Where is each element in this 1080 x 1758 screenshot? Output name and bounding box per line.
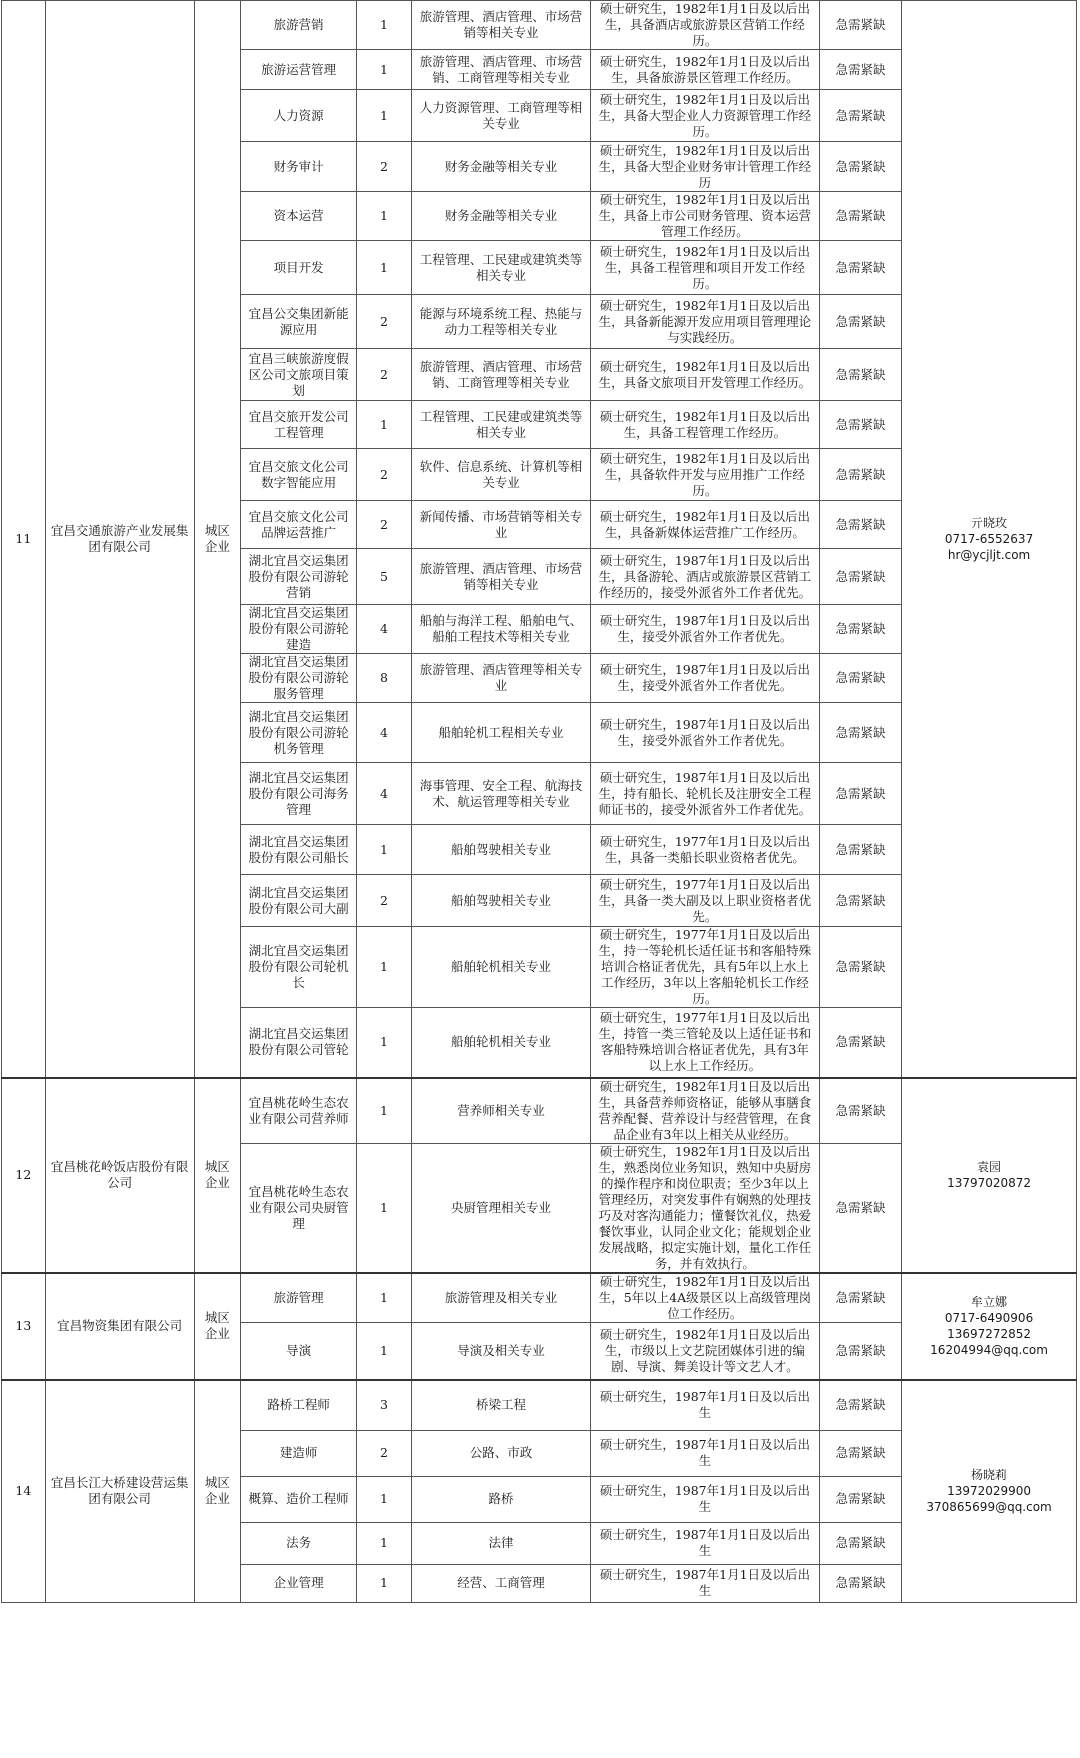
other-requirements: 硕士研究生，1987年1月1日及以后出生 [590,1380,819,1430]
other-requirements: 硕士研究生，1982年1月1日及以后出生，熟悉岗位业务知识，熟知中央厨房的操作程序和岗位职责；至少3年以上管理经历，对突发事件有娴熟的处理技巧及对客沟通能力；懂餐饮礼仪，热爱餐饮事业，认同企业文化；能规划企业发展战略，拟定实施计划，量化工作任务，并有效执行。 [590,1143,819,1273]
shortage-status: 急需紧缺 [819,1476,901,1522]
position-name: 湖北宜昌交运集团股份有限公司管轮 [241,1008,357,1078]
major-requirement: 营养师相关专业 [411,1078,590,1144]
position-count: 1 [356,1564,411,1602]
major-requirement: 船舶轮机相关专业 [411,927,590,1008]
other-requirements: 硕士研究生，1982年1月1日及以后出生，具备工程管理工作经历。 [590,401,819,449]
shortage-status: 急需紧缺 [819,1564,901,1602]
major-requirement: 旅游管理及相关专业 [411,1273,590,1323]
position-count: 2 [356,449,411,501]
other-requirements: 硕士研究生，1987年1月1日及以后出生，接受外派省外工作者优先。 [590,654,819,703]
major-requirement: 船舶轮机工程相关专业 [411,703,590,763]
table-row [2,1380,1077,1430]
other-requirements: 硕士研究生，1982年1月1日及以后出生，具备营养师资格证，能够从事膳食营养配餐、营养设计与经营管理，在食品企业有3年以上相关从业经历。 [590,1078,819,1144]
group-number: 13 [2,1273,46,1381]
position-count: 1 [356,1143,411,1273]
contact-line: 16204994@qq.com [930,1343,1048,1358]
position-count: 5 [356,549,411,605]
position-name: 企业管理 [241,1564,357,1602]
table-row [2,1,1077,50]
other-requirements: 硕士研究生，1982年1月1日及以后出生，5年以上4A级景区以上高级管理岗位工作经历。 [590,1273,819,1323]
other-requirements: 硕士研究生，1982年1月1日及以后出生，具备软件开发与应用推广工作经历。 [590,449,819,501]
shortage-status: 急需紧缺 [819,825,901,875]
major-requirement: 公路、市政 [411,1430,590,1476]
position-count: 3 [356,1380,411,1430]
position-count: 1 [356,401,411,449]
other-requirements: 硕士研究生，1977年1月1日及以后出生，具备一类船长职业资格者优先。 [590,825,819,875]
other-requirements: 硕士研究生，1982年1月1日及以后出生，具备大型企业财务审计管理工作经历 [590,142,819,192]
other-requirements: 硕士研究生，1987年1月1日及以后出生，接受外派省外工作者优先。 [590,703,819,763]
shortage-status: 急需紧缺 [819,1,901,50]
position-count: 2 [356,349,411,401]
contact-info [902,1078,1077,1273]
other-requirements: 硕士研究生，1987年1月1日及以后出生 [590,1430,819,1476]
major-requirement: 船舶与海洋工程、船舶电气、船舶工程技术等相关专业 [411,605,590,654]
contact-line: 亓晓玫 [971,515,1008,530]
position-name: 湖北宜昌交运集团股份有限公司游轮机务管理 [241,703,357,763]
position-count: 8 [356,654,411,703]
shortage-status: 急需紧缺 [819,1380,901,1430]
position-count: 1 [356,90,411,142]
major-requirement: 经营、工商管理 [411,1564,590,1602]
other-requirements: 硕士研究生，1987年1月1日及以后出生，接受外派省外工作者优先。 [590,605,819,654]
major-requirement: 船舶驾驶相关专业 [411,875,590,927]
position-count: 1 [356,1273,411,1323]
major-requirement: 船舶驾驶相关专业 [411,825,590,875]
position-count: 1 [356,1,411,50]
position-name: 湖北宜昌交运集团股份有限公司大副 [241,875,357,927]
contact-line: 牟立娜 [971,1295,1008,1310]
employer-name: 宜昌物资集团有限公司 [45,1273,194,1381]
group-number: 11 [2,1,46,1078]
shortage-status: 急需紧缺 [819,90,901,142]
position-count: 4 [356,763,411,825]
other-requirements: 硕士研究生，1982年1月1日及以后出生，具备新能源开发应用项目管理理论与实践经历。 [590,295,819,349]
recruitment-table [1,0,1077,1603]
shortage-status: 急需紧缺 [819,875,901,927]
major-requirement: 央厨管理相关专业 [411,1143,590,1273]
major-requirement: 软件、信息系统、计算机等相关专业 [411,449,590,501]
position-count: 1 [356,825,411,875]
other-requirements: 硕士研究生，1977年1月1日及以后出生，具备一类大副及以上职业资格者优先。 [590,875,819,927]
other-requirements: 硕士研究生，1987年1月1日及以后出生，持有船长、轮机长及注册安全工程师证书的，接受外派省外工作者优先。 [590,763,819,825]
position-name: 湖北宜昌交运集团股份有限公司海务管理 [241,763,357,825]
other-requirements: 硕士研究生，1987年1月1日及以后出生 [590,1564,819,1602]
employer-type: 城区企业 [194,1,241,1078]
major-requirement: 财务金融等相关专业 [411,192,590,241]
other-requirements: 硕士研究生，1982年1月1日及以后出生，具备大型企业人力资源管理工作经历。 [590,90,819,142]
position-name: 湖北宜昌交运集团股份有限公司游轮营销 [241,549,357,605]
group-number: 14 [2,1380,46,1602]
major-requirement: 旅游管理、酒店管理、市场营销等相关专业 [411,1,590,50]
major-requirement: 桥梁工程 [411,1380,590,1430]
contact-line: 杨晓莉 [971,1468,1008,1483]
other-requirements: 硕士研究生，1987年1月1日及以后出生 [590,1476,819,1522]
employer-name: 宜昌交通旅游产业发展集团有限公司 [45,1,194,1078]
position-count: 2 [356,142,411,192]
group-number: 12 [2,1078,46,1273]
employer-type: 城区企业 [194,1078,241,1273]
position-count: 1 [356,1008,411,1078]
shortage-status: 急需紧缺 [819,501,901,549]
major-requirement: 旅游管理、酒店管理、市场营销等相关专业 [411,549,590,605]
shortage-status: 急需紧缺 [819,401,901,449]
position-count: 1 [356,50,411,90]
employer-name: 宜昌长江大桥建设营运集团有限公司 [45,1380,194,1602]
shortage-status: 急需紧缺 [819,927,901,1008]
table-row [2,1078,1077,1144]
shortage-status: 急需紧缺 [819,1273,901,1323]
shortage-status: 急需紧缺 [819,449,901,501]
shortage-status: 急需紧缺 [819,142,901,192]
position-name: 人力资源 [241,90,357,142]
major-requirement: 人力资源管理、工商管理等相关专业 [411,90,590,142]
position-name: 项目开发 [241,241,357,295]
position-count: 1 [356,1476,411,1522]
position-count: 2 [356,875,411,927]
shortage-status: 急需紧缺 [819,192,901,241]
other-requirements: 硕士研究生，1982年1月1日及以后出生，具备新媒体运营推广工作经历。 [590,501,819,549]
position-count: 1 [356,927,411,1008]
position-name: 宜昌交旅开发公司工程管理 [241,401,357,449]
contact-line: 袁园 [977,1160,1002,1174]
major-requirement: 工程管理、工民建或建筑类等相关专业 [411,401,590,449]
position-name: 旅游营销 [241,1,357,50]
position-name: 宜昌公交集团新能源应用 [241,295,357,349]
other-requirements: 硕士研究生，1982年1月1日及以后出生，市级以上文艺院团媒体引进的编剧、导演、舞美设计等文艺人才。 [590,1322,819,1380]
position-name: 湖北宜昌交运集团股份有限公司船长 [241,825,357,875]
shortage-status: 急需紧缺 [819,1078,901,1144]
shortage-status: 急需紧缺 [819,1008,901,1078]
other-requirements: 硕士研究生，1987年1月1日及以后出生，具备游轮、酒店或旅游景区营销工作经历的，接受外派省外工作者优先。 [590,549,819,605]
employer-name: 宜昌桃花岭饭店股份有限公司 [45,1078,194,1273]
contact-info [902,1273,1077,1381]
employer-type: 城区企业 [194,1273,241,1381]
major-requirement: 船舶轮机相关专业 [411,1008,590,1078]
position-name: 湖北宜昌交运集团股份有限公司游轮服务管理 [241,654,357,703]
position-name: 宜昌交旅文化公司数字智能应用 [241,449,357,501]
position-count: 1 [356,1522,411,1564]
position-name: 旅游管理 [241,1273,357,1323]
shortage-status: 急需紧缺 [819,605,901,654]
position-name: 宜昌三峡旅游度假区公司文旅项目策划 [241,349,357,401]
position-name: 建造师 [241,1430,357,1476]
contact-info [902,1380,1077,1602]
position-count: 1 [356,1322,411,1380]
major-requirement: 路桥 [411,1476,590,1522]
position-name: 概算、造价工程师 [241,1476,357,1522]
shortage-status: 急需紧缺 [819,703,901,763]
other-requirements: 硕士研究生，1982年1月1日及以后出生，具备上市公司财务管理、资本运营管理工作经历。 [590,192,819,241]
contact-line: 0717-6552637 [944,531,1034,546]
position-name: 宜昌交旅文化公司品牌运营推广 [241,501,357,549]
position-name: 宜昌桃花岭生态农业有限公司央厨管理 [241,1143,357,1273]
other-requirements: 硕士研究生，1982年1月1日及以后出生，具备酒店或旅游景区营销工作经历。 [590,1,819,50]
shortage-status: 急需紧缺 [819,654,901,703]
position-name: 法务 [241,1522,357,1564]
other-requirements: 硕士研究生，1982年1月1日及以后出生，具备旅游景区管理工作经历。 [590,50,819,90]
other-requirements: 硕士研究生，1982年1月1日及以后出生，具备文旅项目开发管理工作经历。 [590,349,819,401]
other-requirements: 硕士研究生，1987年1月1日及以后出生 [590,1522,819,1564]
other-requirements: 硕士研究生，1977年1月1日及以后出生，持管一类三管轮及以上适任证书和客船特殊培训合格证者优先，具有3年以上水上工作经历。 [590,1008,819,1078]
contact-info [902,1,1077,1078]
major-requirement: 旅游管理、酒店管理、市场营销、工商管理等相关专业 [411,50,590,90]
contact-line: hr@ycjljt.com [947,547,1031,562]
position-name: 路桥工程师 [241,1380,357,1430]
shortage-status: 急需紧缺 [819,1522,901,1564]
shortage-status: 急需紧缺 [819,241,901,295]
shortage-status: 急需紧缺 [819,349,901,401]
major-requirement: 财务金融等相关专业 [411,142,590,192]
position-count: 1 [356,241,411,295]
position-name: 湖北宜昌交运集团股份有限公司轮机长 [241,927,357,1008]
other-requirements: 硕士研究生，1982年1月1日及以后出生，具备工程管理和项目开发工作经历。 [590,241,819,295]
position-name: 资本运营 [241,192,357,241]
contact-line: 370865699@qq.com [926,1500,1052,1515]
shortage-status: 急需紧缺 [819,1430,901,1476]
shortage-status: 急需紧缺 [819,1143,901,1273]
position-count: 2 [356,295,411,349]
contact-line: 13697272852 [947,1327,1032,1342]
shortage-status: 急需紧缺 [819,1322,901,1380]
contact-line: 0717-6490906 [944,1311,1034,1326]
position-name: 宜昌桃花岭生态农业有限公司营养师 [241,1078,357,1144]
position-count: 1 [356,192,411,241]
position-count: 4 [356,605,411,654]
major-requirement: 能源与环境系统工程、热能与动力工程等相关专业 [411,295,590,349]
employer-type: 城区企业 [194,1380,241,1602]
contact-line: 13797020872 [947,1176,1032,1190]
position-count: 2 [356,501,411,549]
other-requirements: 硕士研究生，1977年1月1日及以后出生，持一等轮机长适任证书和客船特殊培训合格证者优先，具有5年以上水上工作经历，3年以上客船轮机长工作经历。 [590,927,819,1008]
position-count: 1 [356,1078,411,1144]
major-requirement: 旅游管理、酒店管理、市场营销、工商管理等相关专业 [411,349,590,401]
shortage-status: 急需紧缺 [819,295,901,349]
major-requirement: 工程管理、工民建或建筑类等相关专业 [411,241,590,295]
shortage-status: 急需紧缺 [819,549,901,605]
major-requirement: 法律 [411,1522,590,1564]
shortage-status: 急需紧缺 [819,50,901,90]
major-requirement: 新闻传播、市场营销等相关专业 [411,501,590,549]
position-name: 财务审计 [241,142,357,192]
major-requirement: 导演及相关专业 [411,1322,590,1380]
position-count: 4 [356,703,411,763]
position-count: 2 [356,1430,411,1476]
major-requirement: 旅游管理、酒店管理等相关专业 [411,654,590,703]
shortage-status: 急需紧缺 [819,763,901,825]
contact-line: 13972029900 [947,1484,1032,1499]
position-name: 导演 [241,1322,357,1380]
position-name: 旅游运营管理 [241,50,357,90]
position-name: 湖北宜昌交运集团股份有限公司游轮建造 [241,605,357,654]
major-requirement: 海事管理、安全工程、航海技术、航运管理等相关专业 [411,763,590,825]
table-row [2,1273,1077,1323]
